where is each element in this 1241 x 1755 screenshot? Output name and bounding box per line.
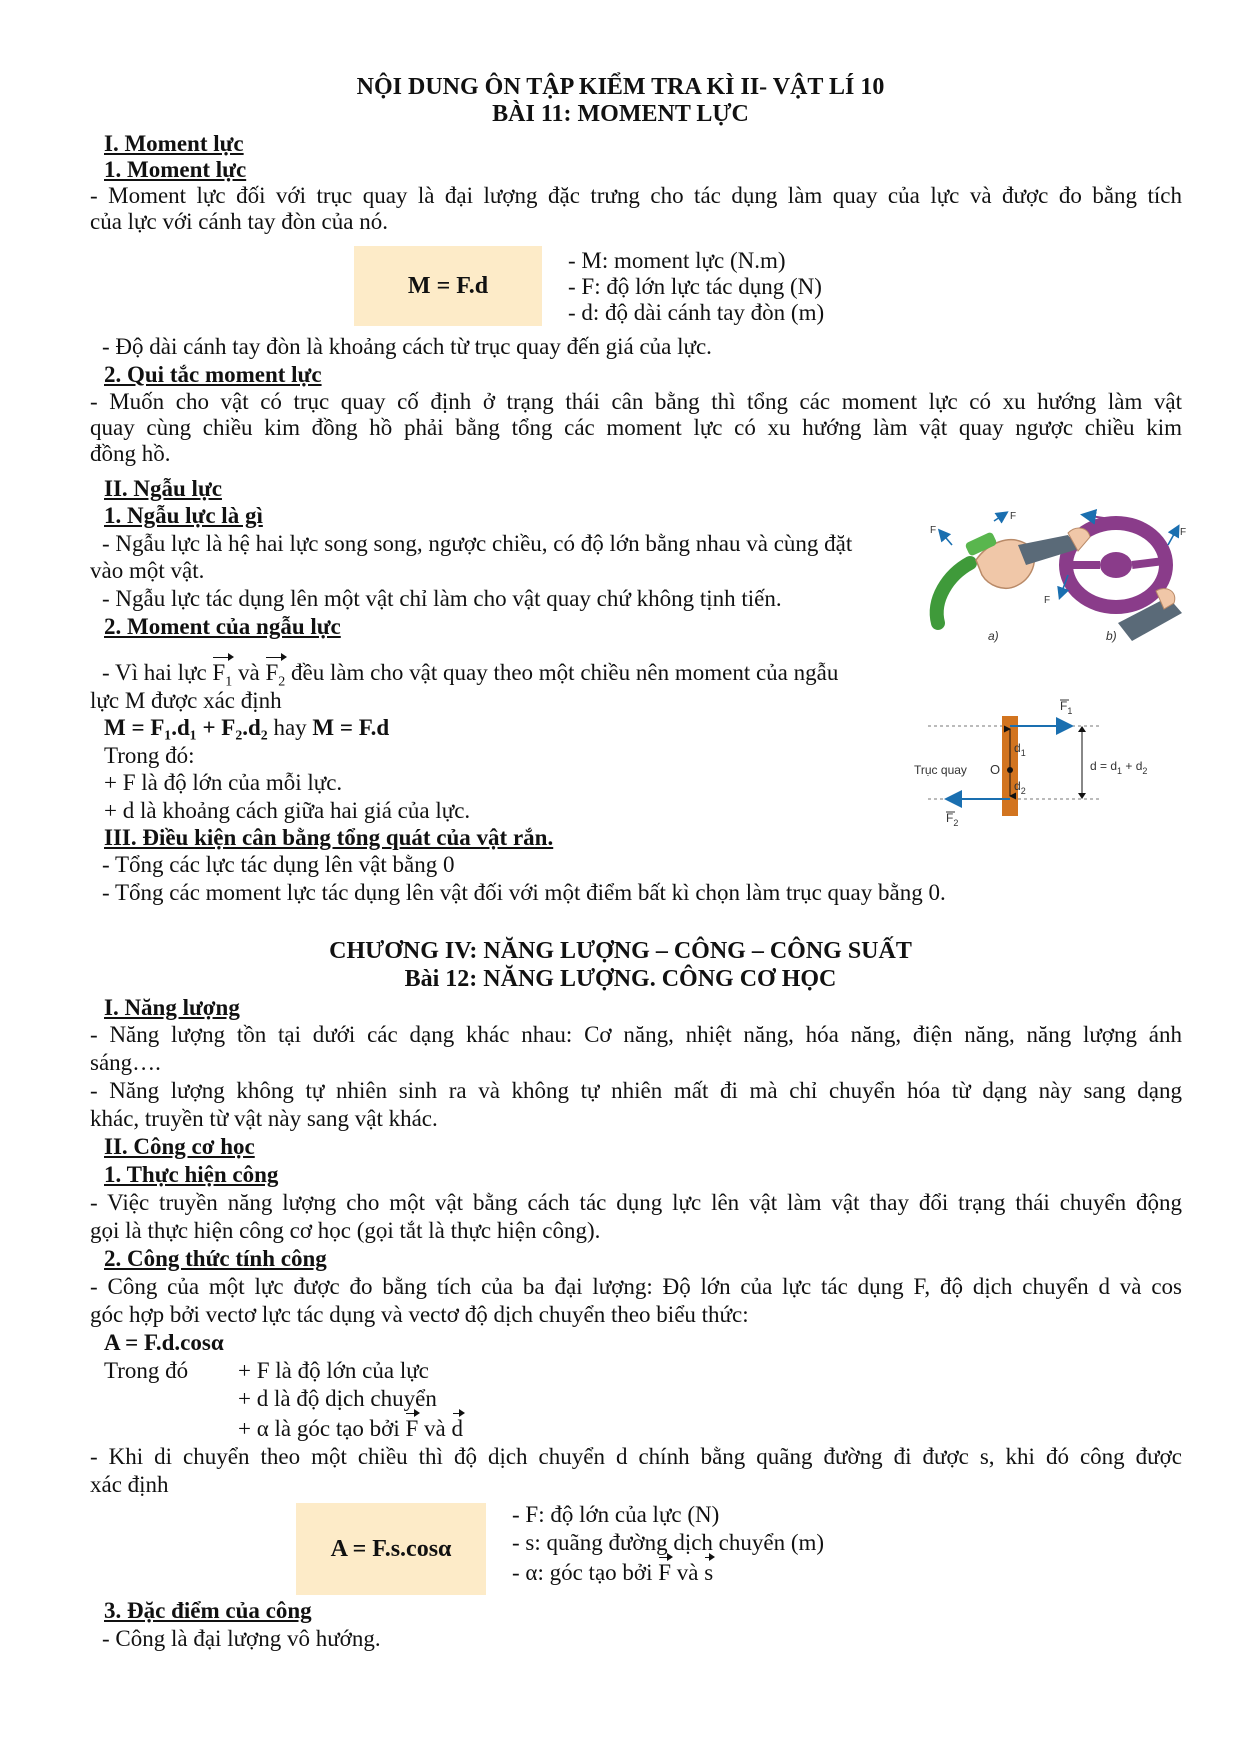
vector-s: s	[704, 1560, 714, 1585]
formula-box-work	[296, 1503, 486, 1595]
paragraph-line: - Khi di chuyển theo một chiều thì độ dịch chuyển d chính bằng quãng đường đi được s, khi đó công được	[90, 1444, 1182, 1469]
pivot-label: O	[990, 762, 1001, 777]
vector-d: d	[451, 1416, 463, 1441]
text-run: - Vì hai lực	[102, 660, 213, 685]
paragraph-line: - Công của một lực được đo bằng tích của ba đại lượng: Độ lớn của lực tác dụng F, độ dịch chuyển d và cos	[90, 1274, 1182, 1299]
paragraph-line: gọi là thực hiện công cơ học (gọi tắt là thực hiện công).	[90, 1218, 601, 1243]
subsection-heading: 2. Qui tắc moment lực	[104, 362, 322, 387]
vector-f: F	[405, 1416, 419, 1441]
paragraph-line	[102, 660, 838, 691]
label-d2: $d_2$	[1014, 779, 1026, 796]
label-d-sum: $d = d_1 + d_2$	[1090, 759, 1148, 776]
legend-line: - d: độ dài cánh tay đòn (m)	[568, 300, 825, 325]
paragraph-line: Trong đó:	[104, 743, 195, 768]
formula-work: A = F.d.cosα	[104, 1330, 224, 1355]
section-heading: II. Ngẫu lực	[104, 476, 222, 501]
label-f1: $F_1$	[1060, 699, 1073, 716]
formula-moment: M = F.d	[407, 272, 489, 299]
subsection-heading: 2. Công thức tính công	[104, 1246, 327, 1271]
svg-text:F: F	[1010, 511, 1017, 522]
paragraph-line: - Tổng các moment lực tác dụng lên vật đối với một điểm bất kì chọn làm trục quay bằng 0.	[102, 880, 946, 905]
paragraph-line: + α là góc tạo bởi F và d	[238, 1416, 463, 1441]
svg-text:F: F	[1180, 527, 1187, 538]
legend-line: - F: độ lớn của lực (N)	[512, 1502, 720, 1527]
figure-label-b: b)	[1106, 629, 1117, 643]
figure-label-a: a)	[988, 629, 999, 643]
text-run: và	[232, 660, 266, 685]
document-title: NỘI DUNG ÔN TẬP KIỂM TRA KÌ II- VẬT LÍ 10	[356, 74, 885, 100]
axis-label: Trục quay	[914, 763, 967, 777]
paragraph-line: - Năng lượng tồn tại dưới các dạng khác nhau: Cơ năng, nhiệt năng, hóa năng, điện năng, năng lượng ánh	[90, 1022, 1182, 1047]
section-heading: II. Công cơ học	[104, 1134, 255, 1159]
paragraph-line: + F là độ lớn của lực	[238, 1358, 429, 1383]
paragraph-line: đồng hồ.	[90, 441, 171, 466]
paragraph-line: + d là khoảng cách giữa hai giá của lực.	[104, 798, 471, 823]
label-f2: $F_2$	[946, 811, 959, 826]
legend-line: - M: moment lực (N.m)	[568, 248, 786, 273]
paragraph-line: - Năng lượng không tự nhiên sinh ra và không tự nhiên mất đi mà chỉ chuyển hóa từ dạng này sang dạng	[90, 1078, 1182, 1103]
paragraph-line: - Công là đại lượng vô hướng.	[102, 1626, 381, 1651]
legend-line: - s: quãng đường dịch chuyển (m)	[512, 1530, 825, 1555]
paragraph-line: - Muốn cho vật có trục quay cố định ở trạng thái cân bằng thì tổng các moment lực có xu hướng làm vật	[90, 389, 1182, 414]
paragraph-line: + d là độ dịch chuyển	[238, 1386, 437, 1411]
legend-line: - α: góc tạo bởi F và s	[512, 1560, 714, 1585]
subsection-heading: 1. Thực hiện công	[104, 1162, 279, 1187]
paragraph-line: quay cùng chiều kim đồng hồ phải bằng tổng các moment lực có xu hướng làm vật quay ngược chiều kim	[90, 415, 1182, 440]
paragraph-line: sáng….	[90, 1050, 161, 1075]
paragraph-line: góc hợp bởi vectơ lực tác dụng và vectơ độ dịch chuyển theo biểu thức:	[90, 1302, 749, 1327]
svg-text:F: F	[1044, 595, 1051, 606]
figure-couple-examples	[918, 505, 1188, 645]
text-run: đều làm cho vật quay theo một chiều nên moment của ngẫu	[285, 660, 839, 685]
paragraph-line: của lực với cánh tay đòn của nó.	[90, 209, 388, 234]
svg-text:F: F	[930, 525, 937, 536]
subsection-heading: 2. Moment của ngẫu lực	[104, 614, 341, 639]
paragraph-line: khác, truyền từ vật này sang vật khác.	[90, 1106, 438, 1131]
paragraph-line: - Moment lực đối với trục quay là đại lượng đặc trưng cho tác dụng làm quay của lực và được đo bằng tích	[90, 183, 1182, 208]
label-d1: $d_1$	[1014, 741, 1026, 758]
formula-box-moment	[354, 246, 542, 326]
paragraph-line: - Tổng các lực tác dụng lên vật bằng 0	[102, 852, 455, 877]
vector-f: F	[658, 1560, 672, 1585]
subsection-heading: 1. Moment lực	[104, 157, 247, 182]
vector-f1: $F_1$	[212, 660, 233, 690]
vector-f2: $F_2$	[265, 660, 286, 690]
lesson-11-title: BÀI 11: MOMENT LỰC	[492, 101, 749, 127]
subsection-heading: 3. Đặc điểm của công	[104, 1598, 312, 1623]
lesson-12-title: Bài 12: NĂNG LƯỢNG. CÔNG CƠ HỌC	[404, 966, 837, 992]
chapter-title: CHƯƠNG IV: NĂNG LƯỢNG – CÔNG – CÔNG SUẤT	[329, 938, 912, 964]
formula-couple: M = F₁.d₁ + F₂.d₂ hay M = F.d	[104, 715, 390, 740]
section-heading: III. Điều kiện cân bằng tổng quát của vật rắn.	[104, 825, 554, 850]
legend-line: - F: độ lớn lực tác dụng (N)	[568, 274, 822, 299]
paragraph-line: Trong đó	[104, 1358, 189, 1383]
paragraph-line: - Việc truyền năng lượng cho một vật bằng cách tác dụng lực lên vật làm vật thay đổi trạng thái chuyển động	[90, 1190, 1182, 1215]
figure-couple-diagram	[910, 686, 1180, 826]
paragraph-line: vào một vật.	[90, 558, 205, 583]
paragraph-line: - Độ dài cánh tay đòn là khoảng cách từ trục quay đến giá của lực.	[102, 334, 712, 359]
paragraph-line: lực M được xác định	[90, 688, 282, 713]
formula-work-s: A = F.s.cosα	[330, 1535, 452, 1562]
paragraph-line: xác định	[90, 1472, 169, 1497]
subsection-heading: 1. Ngẫu lực là gì	[104, 503, 263, 528]
paragraph-line: - Ngẫu lực tác dụng lên một vật chỉ làm cho vật quay chứ không tịnh tiến.	[102, 586, 782, 611]
paragraph-line: + F là độ lớn của mỗi lực.	[104, 770, 343, 795]
paragraph-line: - Ngẫu lực là hệ hai lực song song, ngược chiều, có độ lớn bằng nhau và cùng đặt	[102, 531, 853, 556]
section-heading: I. Năng lượng	[104, 995, 240, 1020]
section-heading: I. Moment lực	[104, 131, 244, 156]
